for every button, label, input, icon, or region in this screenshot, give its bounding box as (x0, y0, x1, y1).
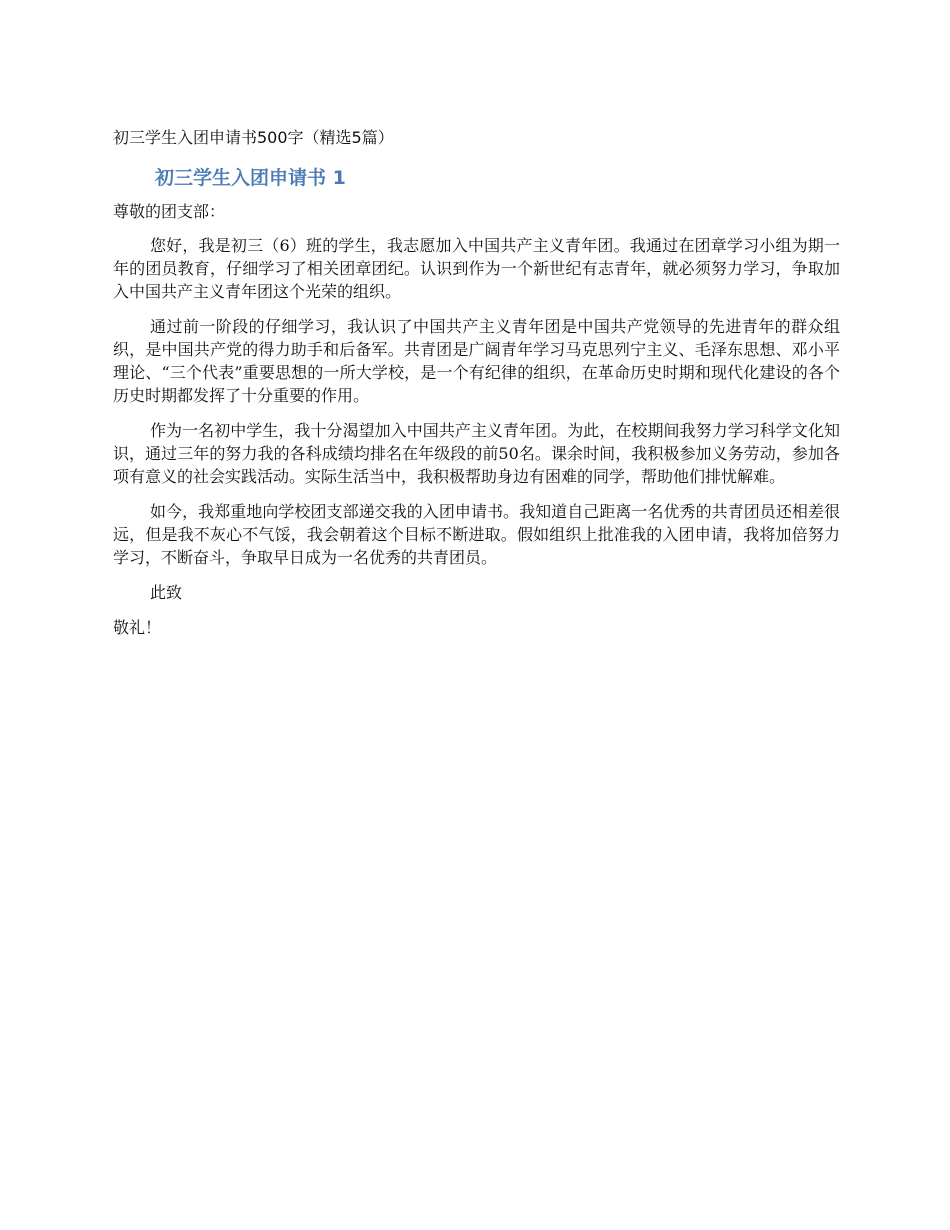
body-paragraph-1: 您好，我是初三（6）班的学生，我志愿加入中国共产主义青年团。我通过在团章学习小组为期一年的团员教育，仔细学习了相关团章团纪。认识到作为一个新世纪有志青年，就必须努力学习，争取加入中国共产主义青年团这个光荣的组织。 (113, 236, 840, 301)
regards-phrase: 敬礼！ (113, 618, 162, 637)
section-heading: 初三学生入团申请书 1 (155, 167, 346, 189)
document-body (113, 126, 840, 639)
closing-phrase: 此致 (150, 583, 183, 602)
body-paragraph-4: 如今，我郑重地向学校团支部递交我的入团申请书。我知道自己距离一名优秀的共青团员还相差很远，但是我不灰心不气馁，我会朝着这个目标不断进取。假如组织上批准我的入团申请，我将加倍努力学习，不断奋斗，争取早日成为一名优秀的共青团员。 (113, 502, 840, 567)
salutation: 尊敬的团支部： (113, 202, 226, 221)
body-paragraph-2: 通过前一阶段的仔细学习，我认识了中国共产主义青年团是中国共产党领导的先进青年的群众组织，是中国共产党的得力助手和后备军。共青团是广阔青年学习马克思列宁主义、毛泽东思想、邓小平理论、“三个代表”重要思想的一所大学校，是一个有纪律的组织，在革命历史时期和现代化建设的各个历史时期都发挥了十分重要的作用。 (113, 317, 840, 405)
document-title: 初三学生入团申请书500字（精选5篇） (113, 128, 394, 147)
body-paragraph-3: 作为一名初中学生，我十分渴望加入中国共产主义青年团。为此，在校期间我努力学习科学文化知识，通过三年的努力我的各科成绩均排名在年级段的前50名。课余时间，我积极参加义务劳动，参加各项有意义的社会实践活动。实际生活当中，我积极帮助身边有困难的同学，帮助他们排忧解难。 (113, 421, 840, 486)
